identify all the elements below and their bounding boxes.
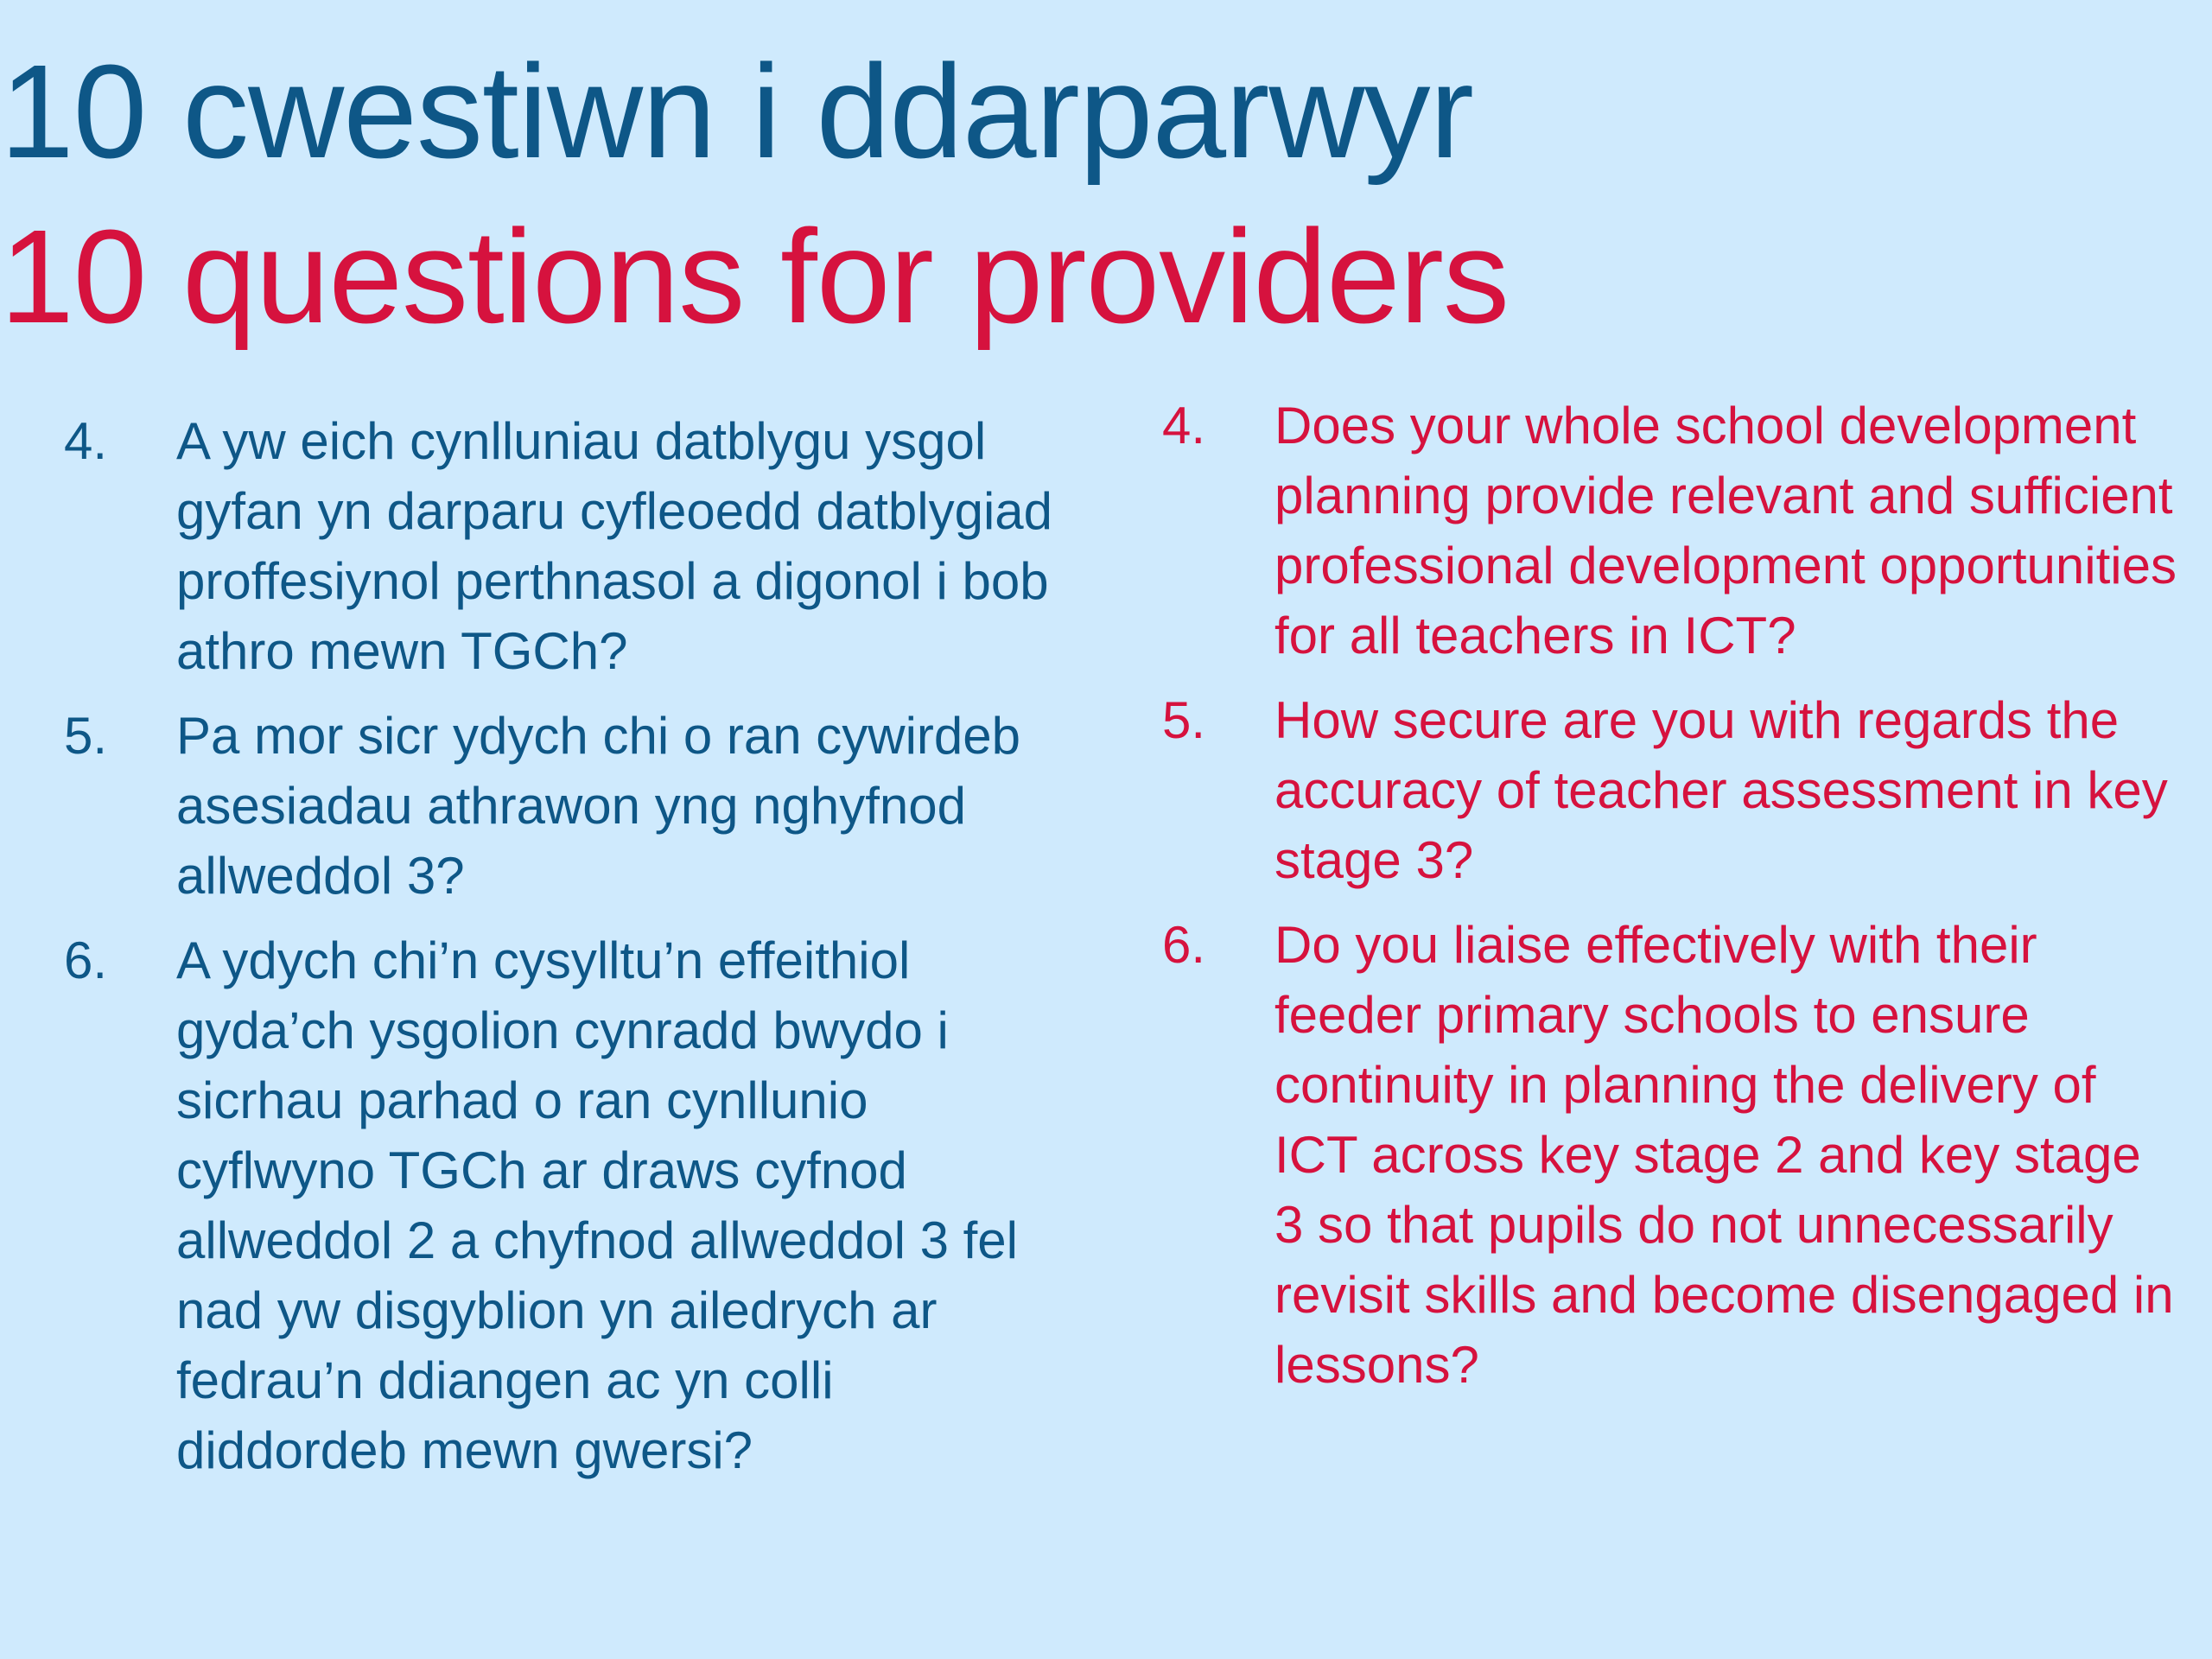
english-question-item <box>1162 685 2182 895</box>
question-number: 6. <box>1162 916 1206 974</box>
welsh-question-list <box>64 406 1075 1485</box>
question-text: A yw eich cynlluniau datblygu ysgol gyfan yn darparu cyfleoedd datblygiad proffesiynol perthnasol a digonol i bob athro mewn TGCh? <box>176 412 1053 680</box>
question-text: Does your whole school development planning provide relevant and sufficient professional development opportunities for all teachers in ICT? <box>1274 397 2177 664</box>
welsh-question-item <box>64 406 1075 686</box>
welsh-question-item <box>64 701 1075 911</box>
question-number: 6. <box>64 931 108 989</box>
question-text: Do you liaise effectively with their feeder primary schools to ensure continuity in planning the delivery of ICT across key stage 2 and key stage 3 so that pupils do not unnecessarily revisit skills and become disengaged in lessons? <box>1274 916 2174 1394</box>
question-text: A ydych chi’n cysylltu’n effeithiol gyda’ch ysgolion cynradd bwydo i sicrhau parhad o ran cynllunio cyflwyno TGCh ar draws cyfnod allweddol 2 a chyfnod allweddol 3 fel nad yw disgyblion yn ailedrych ar fedrau’n ddiangen ac yn colli diddordeb mewn gwersi? <box>176 931 1018 1479</box>
english-question-item <box>1162 391 2182 671</box>
question-number: 5. <box>1162 691 1206 749</box>
english-question-list <box>1162 391 2182 1400</box>
slide-title-welsh: 10 cwestiwn i ddarparwyr <box>0 37 1473 186</box>
english-question-item <box>1162 910 2182 1400</box>
question-number: 4. <box>64 412 108 470</box>
question-number: 5. <box>64 707 108 765</box>
welsh-question-item <box>64 925 1075 1485</box>
question-number: 4. <box>1162 397 1206 454</box>
question-text: Pa mor sicr ydych chi o ran cywirdeb asesiadau athrawon yng nghyfnod allweddol 3? <box>176 707 1020 905</box>
question-text: How secure are you with regards the accuracy of teacher assessment in key stage 3? <box>1274 691 2168 889</box>
slide-title-english: 10 questions for providers <box>0 202 1509 351</box>
